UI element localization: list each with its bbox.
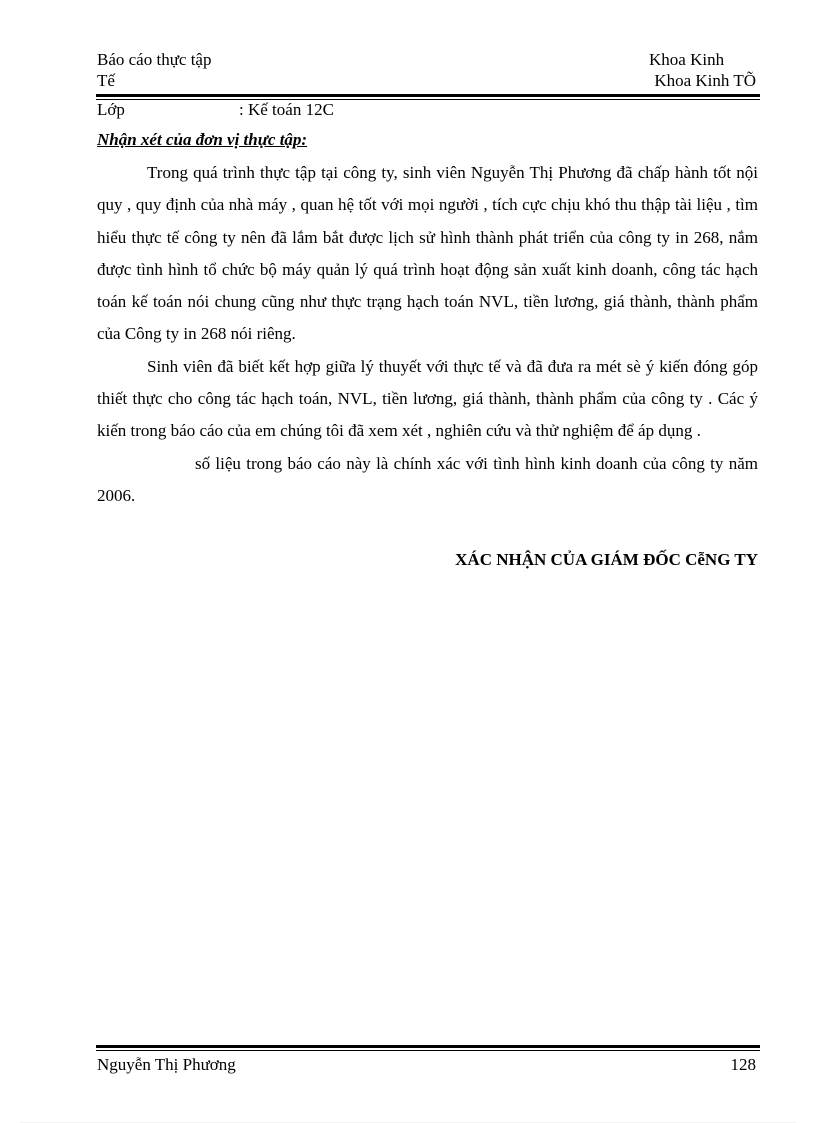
header-right-line2: Khoa Kinh TÕ <box>654 71 756 90</box>
paragraph-3: số liệu trong báo cáo này là chính xác với tình hình kinh doanh của công ty năm 2006. <box>97 453 758 505</box>
page-number: 128 <box>730 1055 756 1074</box>
header-right-line1: Khoa Kinh <box>649 50 725 69</box>
paragraph-2: Sinh viên đã biết kết hợp giữa lý thuyết với thực tế và đã đưa ra mét sè ý kiến đóng góp thiết thực cho công tác hạch toán, NVL, tiền lương, giá thành, thành phẩm của công ty . Các ý kiến trong báo cáo của em chúng tôi đã xem xét , nghiên cứu và thử nghiệm để áp dụng . <box>97 356 758 441</box>
header-rule-thin <box>96 99 760 100</box>
header-left-line2: Tế <box>97 71 115 90</box>
footer-rule-thick <box>96 1045 760 1048</box>
director-confirmation: XÁC NHẬN CỦA GIÁM ĐỐC CễNG TY <box>455 550 758 569</box>
header-rule-thick <box>96 94 760 97</box>
class-label: Lớp <box>97 100 125 119</box>
footer-author: Nguyễn Thị Phương <box>97 1055 236 1074</box>
paragraph-1: Trong quá trình thực tập tại công ty, sinh viên Nguyễn Thị Phương đã chấp hành tốt nội quy , quy định của nhà máy , quan hệ tốt với mọi người , tích cực chịu khó thu thập tài liệu , tìm hiểu thực tế công ty nên đã lắm bắt được lịch sử hình thành phát triển của công ty in 268, nắm được tình hình tổ chức bộ máy quản lý quá trình hoạt động sản xuất kinh doanh, công tác hạch toán kế toán nói chung cũng như thực trạng hạch toán NVL, tiền lương, giá thành, thành phẩm của Công ty in 268 nói riêng. <box>97 163 758 344</box>
class-value: : Kế toán 12C <box>239 100 334 119</box>
body-text <box>97 157 758 512</box>
footer-rule-thin <box>96 1050 760 1051</box>
section-title: Nhận xét của đơn vị thực tập: <box>97 130 308 149</box>
header-left-line1: Báo cáo thực tập <box>97 50 212 69</box>
